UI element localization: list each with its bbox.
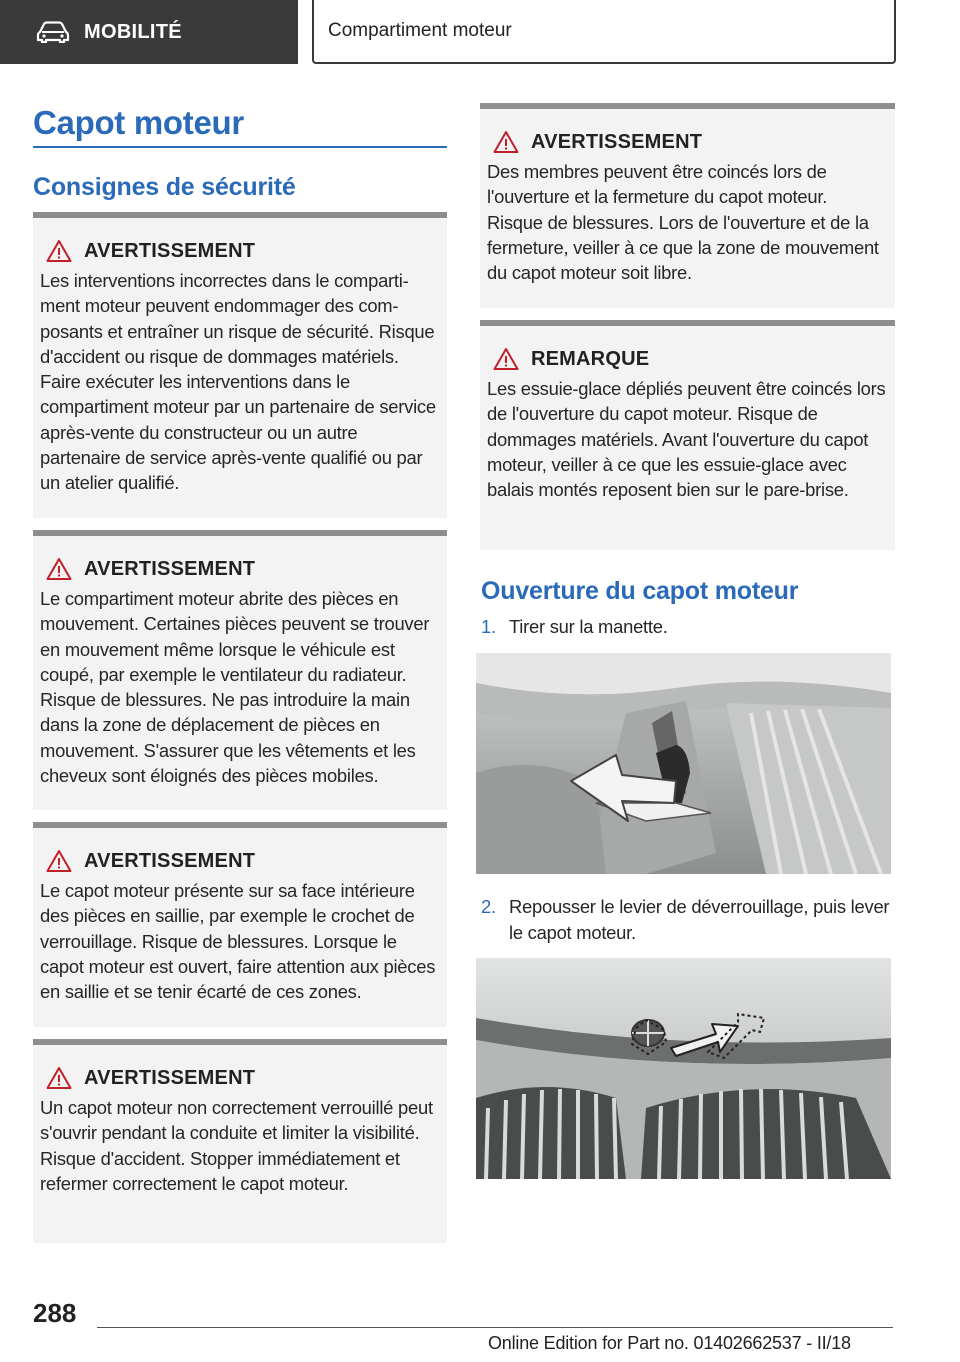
notice-box <box>480 320 895 550</box>
warning-triangle-icon <box>46 239 72 263</box>
warning-triangle-icon <box>46 1066 72 1090</box>
warning-box <box>480 103 895 308</box>
title-rule <box>33 146 447 148</box>
section-tab[interactable] <box>0 0 298 64</box>
page-title: Capot moteur <box>33 104 244 141</box>
step-number: 1. <box>481 616 496 637</box>
safety-heading: Consignes de sécurité <box>33 173 296 201</box>
warning-box <box>33 530 447 810</box>
step-item <box>481 894 895 945</box>
warning-triangle-icon <box>493 130 519 154</box>
bonnet-lift-illustration <box>476 958 891 1179</box>
car-icon <box>36 21 70 43</box>
footer-rule <box>97 1327 893 1328</box>
section-label: MOBILITÉ <box>84 20 182 43</box>
warning-box <box>33 822 447 1027</box>
warning-triangle-icon <box>46 849 72 873</box>
warning-text: Des membres peuvent être coincés lors de l'ouverture et la fermeture du capot moteur. Risque de blessures. Lors de l'ouverture et de la fermeture, veiller à ce que la zone de mouvement du capot moteur soit libre. <box>487 161 879 284</box>
page-number: 288 <box>33 1298 77 1328</box>
step-item <box>481 614 895 640</box>
warning-text: Un capot moteur non correctement verrouillé peut s'ouvrir pendant la conduite et limiter la visibilité. Risque d'accident. Stopper immédiatement et refermer correctement le capot moteur. <box>40 1097 433 1194</box>
release-lever-illustration <box>476 653 891 874</box>
warning-triangle-icon <box>493 347 519 371</box>
warning-text: Les interventions incorrectes dans le compartiment moteur peuvent endommager des composants et entraîner un risque de sécurité. Risque d'accident ou risque de dommages matériels. Faire exécuter les interventions dans le compartiment moteur par un partenaire de service après-vente du constructeur ou un autre partenaire de service après-vente qualifié ou par un atelier qualifié. <box>40 270 436 494</box>
step-number: 2. <box>481 896 496 917</box>
opening-heading: Ouverture du capot moteur <box>481 577 799 605</box>
warning-text: Le capot moteur présente sur sa face intérieure des pièces en saillie, par exemple le crochet de verrouillage. Risque de blessures. Lorsque le capot moteur est ouvert, faire attention aux pièces en saillie et se tenir écarté de ces zones. <box>40 880 436 1003</box>
warning-label: AVERTISSEMENT <box>531 130 703 153</box>
step-text: Repousser le levier de déverrouillage, puis lever le capot moteur. <box>509 896 890 943</box>
edition-info: Online Edition for Part no. 01402662537 - II/18 <box>488 1333 851 1353</box>
warning-label: AVERTISSEMENT <box>84 239 256 262</box>
warning-label: AVERTISSEMENT <box>84 1066 256 1089</box>
warning-triangle-icon <box>46 557 72 581</box>
warning-box <box>33 212 447 518</box>
warning-text: Le compartiment moteur abrite des pièces en mouvement. Certaines pièces peuvent se trouver en mouvement même lorsque le véhicule est coupé, par exemple le ventilateur du radiateur. Risque de blessures. Ne pas introduire la main dans la zone de déplacement de pièces en mouvement. S'assurer que les vêtements et les cheveux sont éloignés des pièces mobiles. <box>40 588 430 787</box>
notice-text: Les essuie-glace dépliés peuvent être coincés lors de l'ouverture du capot moteur. Risque de dommages matériels. Avant l'ouverture du capot moteur, veiller à ce que les essuie-glace avec balais montés reposent bien sur le pare-brise. <box>487 378 886 501</box>
notice-label: REMARQUE <box>531 347 650 370</box>
warning-label: AVERTISSEMENT <box>84 849 256 872</box>
warning-box <box>33 1039 447 1243</box>
chapter-title: Compartiment moteur <box>312 0 896 64</box>
step-text: Tirer sur la manette. <box>509 616 668 637</box>
warning-label: AVERTISSEMENT <box>84 557 256 580</box>
